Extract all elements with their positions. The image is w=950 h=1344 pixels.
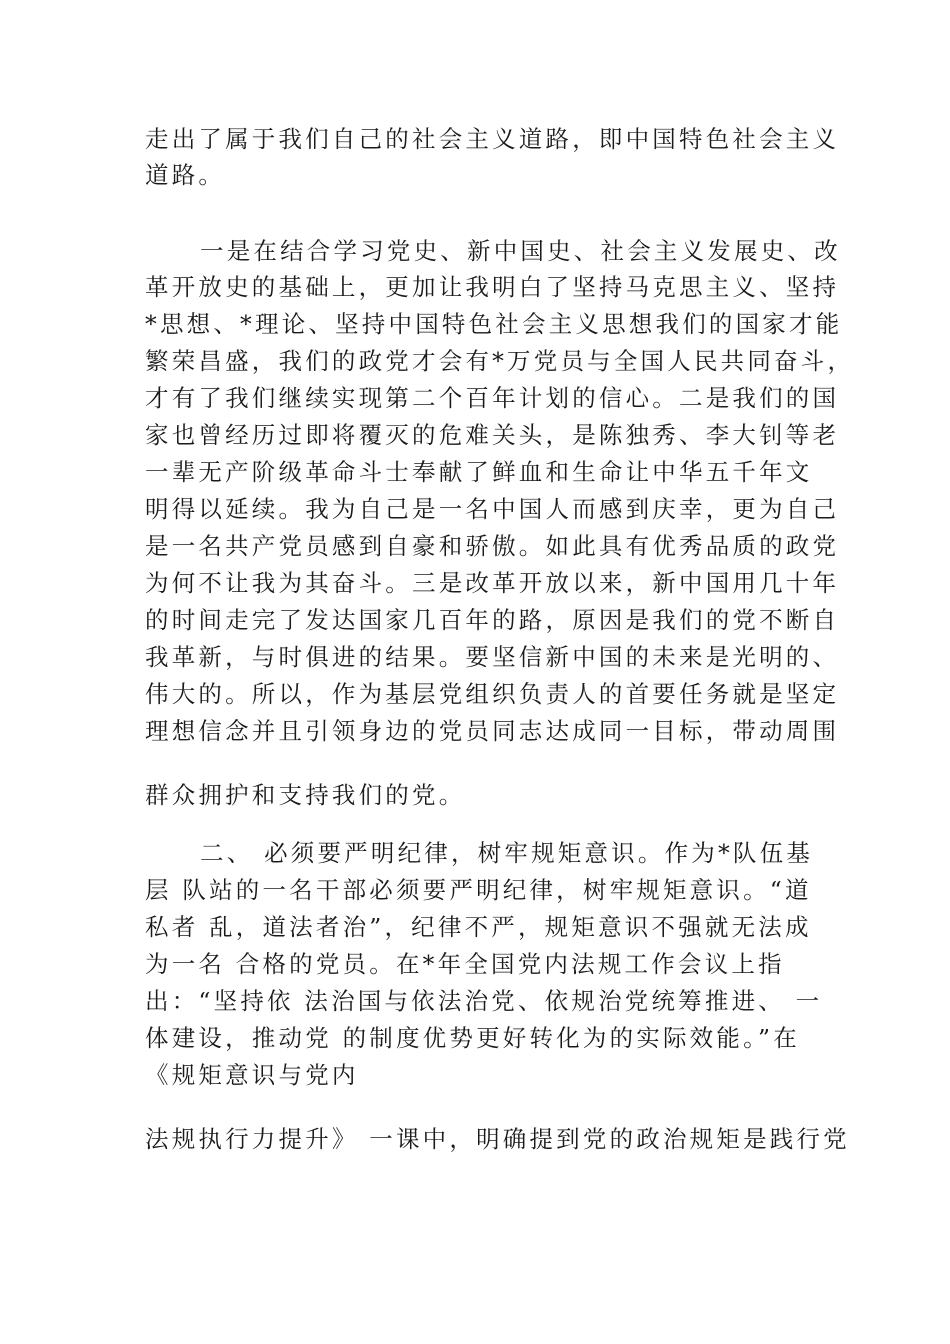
- text-line: 群众拥护和支持我们的党。: [145, 781, 466, 809]
- text-line: 明得以延续。我为自己是一名中国人而感到庆幸，更为自己: [145, 495, 840, 523]
- text-line: 繁荣昌盛，我们的政党才会有*万党员与全国人民共同奋斗，: [145, 347, 855, 375]
- section-heading-line: 二、 必须要严明纪律，树牢规矩意识。作为*队伍基: [200, 839, 814, 867]
- paragraph-start-line: 一是在结合学习党史、新中国史、社会主义发展史、改: [200, 237, 841, 265]
- text-line: 家也曾经历过即将覆灭的危难关头，是陈独秀、李大钊等老: [145, 421, 840, 449]
- text-line: 理想信念并且引领身边的党员同志达成同一目标，带动周围: [145, 717, 840, 745]
- text-line: 是一名共产党员感到自豪和骄傲。如此具有优秀品质的政党: [145, 532, 840, 560]
- text-line: 法规执行力提升》 一课中，明确提到党的政治规矩是践行党: [145, 1125, 850, 1153]
- text-line: 的时间走完了发达国家几百年的路，原因是我们的党不断自: [145, 606, 840, 634]
- text-line: 为一名 合格的党员。在*年全国党内法规工作会议上指: [145, 950, 785, 978]
- text-line: 革开放史的基础上，更加让我明白了坚持马克思主义、坚持: [145, 273, 840, 301]
- text-line: 才有了我们继续实现第二个百年计划的信心。二是我们的国: [145, 384, 840, 412]
- text-line: 层 队站的一名干部必须要严明纪律，树牢规矩意识。“道: [145, 876, 812, 904]
- text-line: 走出了属于我们自己的社会主义道路，即中国特色社会主义: [145, 125, 840, 153]
- text-line: *思想、*理论、坚持中国特色社会主义思想我们的国家才能: [145, 310, 843, 338]
- text-line: 为何不让我为其奋斗。三是改革开放以来，新中国用几十年: [145, 569, 840, 597]
- text-line: 一辈无产阶级革命斗士奉献了鲜血和生命让中华五千年文: [145, 458, 813, 486]
- text-line: 私者 乱，道法者治”，纪律不严，规矩意识不强就无法成: [145, 913, 812, 941]
- text-line: 体建设，推动党 的制度优势更好转化为的实际效能。”在: [145, 1024, 800, 1052]
- text-line: 出：“坚持依 法治国与依法治党、依规治党统筹推进、 一: [145, 987, 823, 1015]
- text-line: 伟大的。所以，作为基层党组织负责人的首要任务就是坚定: [145, 680, 840, 708]
- text-line: 《规矩意识与党内: [145, 1061, 359, 1089]
- text-line: 道路。: [145, 161, 226, 189]
- text-line: 我革新，与时俱进的结果。要坚信新中国的未来是光明的、: [145, 643, 840, 671]
